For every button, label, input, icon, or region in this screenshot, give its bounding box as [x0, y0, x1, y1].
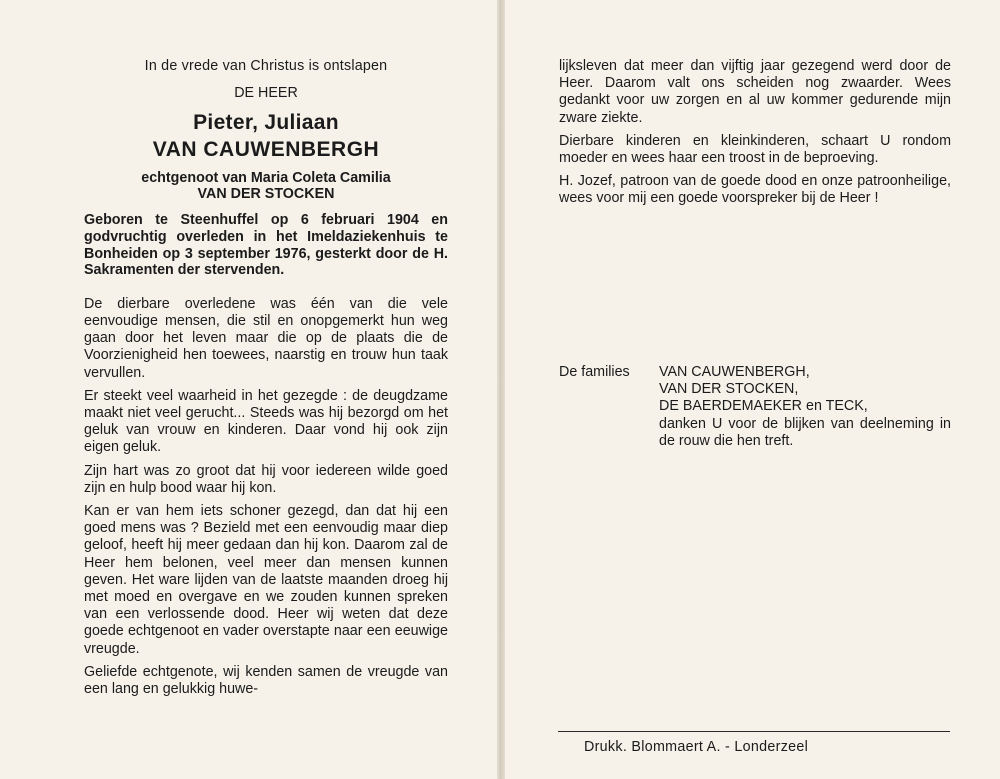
memorial-paragraph: H. Jozef, patroon van de goede dood en onze patroonheilige, wees voor mij een goede voorspreker bij de Heer !: [559, 173, 951, 207]
memorial-paragraph: Kan er van hem iets schoner gezegd, dan dat hij een goed mens was ? Bezield met een eenvoudig maar diep geloof, heeft hij meer gedaan dan hij kon. Daarom zal de Heer hem belonen, veel meer dan mensen kunnen geven. Het ware lijden van de laatste maanden droeg hij met moed en overgave en we zouden kunnen spreken van een verlossende dood. Heer wij weten dat deze goede echtgenoot en vader overstapte naar een eeuwige vreugde.: [84, 503, 448, 657]
deceased-surname: VAN CAUWENBERGH: [152, 138, 380, 162]
families-block: [559, 364, 951, 450]
spouse-line-1: echtgenoot van Maria Coleta Camilia: [141, 170, 391, 187]
memorial-paragraph: Zijn hart was zo groot dat hij voor iedereen wilde goed zijn en hulp bood waar hij kon.: [84, 462, 448, 496]
family-name: VAN CAUWENBERGH,: [659, 364, 810, 380]
printer-credit: Drukk. Blommaert A. - Londerzeel: [584, 739, 809, 755]
memorial-paragraph: lijksleven dat meer dan vijftig jaar gezegend werd door de Heer. Daarom valt ons scheiden nog zwaarder. Wees gedankt voor uw zorgen en al uw kommer gedurende mijn zware ziekte.: [559, 58, 951, 126]
spouse-line-2: VAN DER STOCKEN: [197, 186, 335, 203]
family-name-last: [659, 398, 951, 415]
spouse-block: [84, 170, 448, 202]
families-row: [559, 364, 951, 381]
intro-line: In de vrede van Christus is ontslapen: [144, 58, 388, 74]
memorial-paragraph: Dierbare kinderen en kleinkinderen, schaart U rondom moeder en wees haar een troost in de beproeving.: [559, 132, 951, 167]
family-name: DE BAERDEMAEKER: [659, 398, 803, 415]
memorial-paragraph: Er steekt veel waarheid in het gezegde : de deugdzame maakt niet veel gerucht... Steeds was hij bezorgd om het geluk van vrouw en kinderen. Daar vond hij ook zijn eigen geluk.: [84, 387, 448, 456]
thanks-text: danken U voor de blijken van deelneming in de rouw die hen treft.: [659, 415, 951, 449]
right-column: [559, 58, 951, 214]
memorial-paragraph: Geliefde echtgenote, wij kenden samen de vreugde van een lang en gelukkig huwe-: [84, 663, 448, 698]
birth-death-statement: Geboren te Steenhuffel op 6 februari 1904 en godvruchtig overleden in het Imeldaziekenhuis te Bonheiden op 3 september 1976, gesterkt door de H. Sakramenten der stervenden.: [84, 212, 448, 279]
card-fold: [497, 0, 505, 779]
left-column: [84, 58, 448, 704]
title-de-heer: DE HEER: [234, 85, 298, 102]
family-joiner: en: [806, 398, 822, 415]
family-name: TECK,: [825, 398, 868, 415]
deceased-first-names: Pieter, Juliaan: [193, 111, 339, 135]
families-label: De families: [559, 364, 630, 380]
family-name: VAN DER STOCKEN,: [659, 381, 799, 398]
printer-divider: [558, 731, 950, 732]
memorial-paragraph: De dierbare overledene was één van die vele eenvoudige mensen, die stil en onopgemerkt hun weg gaan door het leven maar die op de plaats die de Voorzienigheid hen toewees, naarstig en trouw hun taak vervullen.: [84, 295, 448, 381]
